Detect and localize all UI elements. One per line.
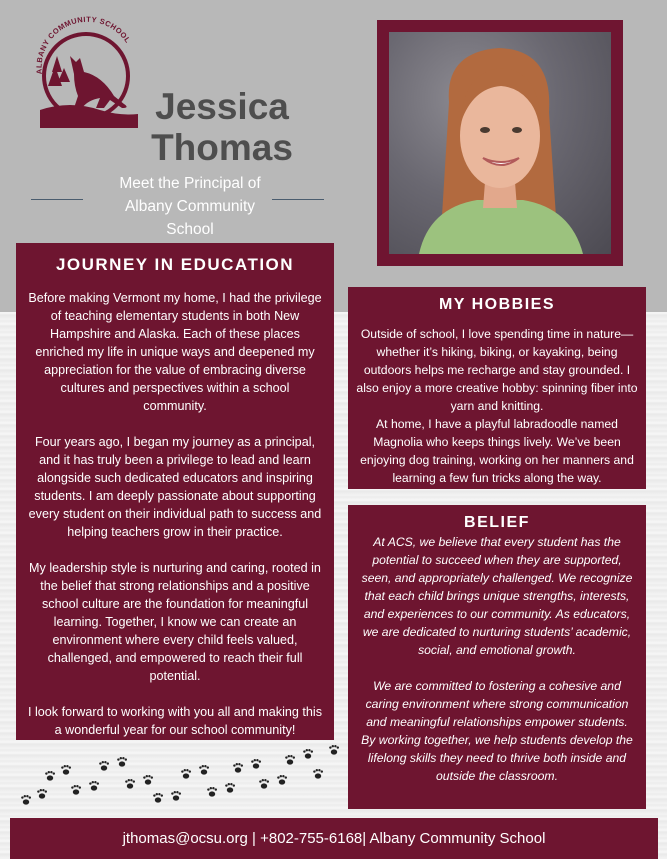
logo-text: ALBANY COMMUNITY SCHOOL (34, 14, 133, 75)
paw-print-icon (207, 787, 217, 797)
journey-body (16, 275, 334, 739)
paw-print-icon (199, 765, 209, 775)
principal-photo (389, 32, 611, 254)
subtitle-rule-right (272, 199, 324, 200)
journey-panel (16, 243, 334, 740)
belief-paragraph: We are committed to fostering a cohesive and caring environment where strong communication and meaningful relationships empower students. By working together, we help students develop the lifelong skills they need to thrive both inside and outside the classroom. (361, 679, 633, 783)
paw-print-icon (117, 757, 127, 767)
paw-print-icon (61, 765, 71, 775)
hobbies-paragraph: Outside of school, I love spending time in nature—whether it’s hiking, biking, or kayaking, being outdoors helps me recharge and stay grounded. I also enjoy a more creative hobby: spinning fiber into yarn and knitting. (356, 327, 638, 413)
paw-print-icon (37, 789, 47, 799)
subtitle-line: Meet the Principal of (119, 175, 261, 192)
contact-footer (10, 818, 658, 859)
journey-paragraph: Four years ago, I began my journey as a principal, and it has truly been a privilege to lead and learn alongside such dedicated educators and inspiring students. I am deeply passionate about supporting every student on their individual path to success and helping teachers grow in their practice. (28, 435, 322, 539)
school-logo (30, 10, 142, 132)
svg-text:ALBANY COMMUNITY SCHOOL (34, 15, 132, 75)
principal-subtitle (100, 172, 280, 241)
paw-print-icon (259, 779, 269, 789)
paw-print-icon (45, 771, 55, 781)
paw-prints-decoration (16, 740, 346, 815)
paw-print-icon (277, 775, 287, 785)
paw-print-icon (153, 793, 163, 803)
journey-paragraph: Before making Vermont my home, I had the privilege of teaching elementary students in both New Hampshire and Alaska. Each of these places enriched my life in unique ways and deepened my appreciation for the value of embracing diverse cultures and perspectives within a school community. (28, 291, 322, 413)
paw-print-icon (125, 779, 135, 789)
belief-title: BELIEF (464, 514, 530, 531)
subtitle-rule-left (31, 199, 83, 200)
first-name: Jessica (155, 86, 289, 127)
paw-print-icon (233, 763, 243, 773)
paw-print-icon (285, 755, 295, 765)
hobbies-title: MY HOBBIES (438, 296, 556, 313)
paw-print-icon (99, 761, 109, 771)
paw-print-icon (313, 769, 323, 779)
paw-print-icon (21, 795, 31, 805)
paw-print-icon (329, 745, 339, 755)
belief-body (348, 532, 646, 785)
paw-print-icon (251, 759, 261, 769)
belief-paragraph: At ACS, we believe that every student has the potential to succeed when they are supported, seen, and appropriately challenged. We recognize that each child brings unique strengths, interests, and experiences to our community. As educators, we are dedicated to nurturing students’ academic, social, and emotional growth. (361, 535, 633, 657)
journey-title: JOURNEY IN EDUCATION (55, 255, 295, 274)
journey-paragraph: I look forward to working with you all and making this a wonderful year for our school community! (28, 705, 322, 737)
paw-print-icon (89, 781, 99, 791)
paw-print-icon (303, 749, 313, 759)
paw-print-icon (181, 769, 191, 779)
paw-print-icon (171, 791, 181, 801)
paw-print-icon (225, 783, 235, 793)
hobbies-paragraph: At home, I have a playful labradoodle named Magnolia who keeps things lively. We’ve been enjoying dog training, working on her manners and learning a few fun tricks along the way. (360, 417, 634, 485)
last-name: Thomas (151, 127, 293, 168)
contact-info: jthomas@ocsu.org | +802-755-6168| Albany Community School (122, 830, 546, 847)
paw-print-icon (143, 775, 153, 785)
belief-panel (348, 505, 646, 809)
hobbies-panel (348, 287, 646, 489)
subtitle-line: Albany Community (124, 198, 256, 215)
principal-name (142, 86, 302, 168)
principal-photo-frame (377, 20, 623, 266)
paw-print-icon (71, 785, 81, 795)
hobbies-body (348, 314, 646, 487)
journey-paragraph: My leadership style is nurturing and caring, rooted in the belief that strong relationships and a positive school culture are the foundation for meaningful learning. Together, I know we can create an environment where every child feels valued, challenged, and empowered to reach their full potential. (29, 561, 321, 683)
subtitle-line: School (166, 221, 214, 238)
portrait-illustration (389, 32, 611, 254)
